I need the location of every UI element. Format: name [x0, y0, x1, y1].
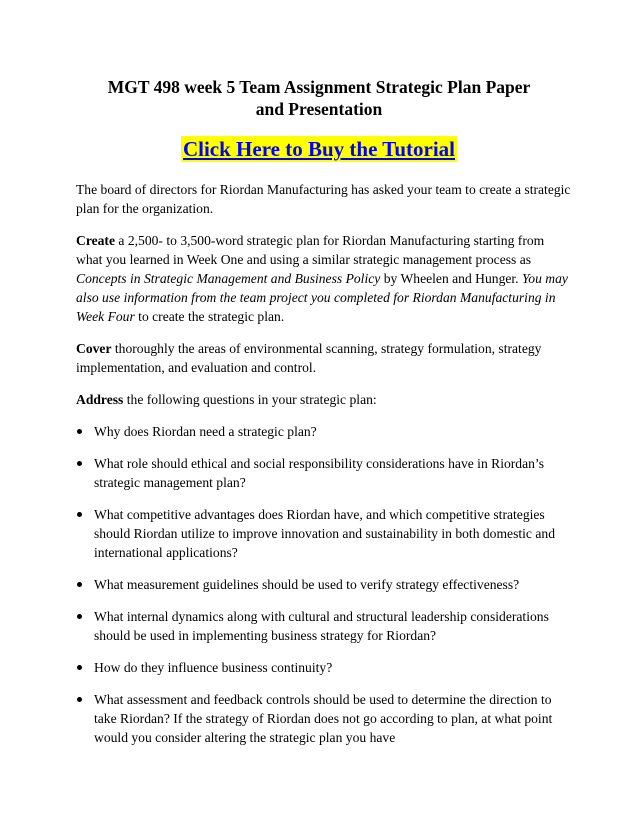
cover-text: thoroughly the areas of environmental scanning, strategy formulation, strategy implementation, and evaluation and control. — [76, 341, 542, 375]
cover-paragraph — [76, 339, 572, 377]
create-lead: Create — [76, 233, 115, 248]
address-paragraph — [76, 390, 572, 409]
list-item — [76, 607, 572, 645]
address-text: the following questions in your strategic plan: — [123, 392, 377, 407]
question-text: What competitive advantages does Riordan have, and which competitive strategies should Riordan utilize to improve innovation and sustainability in both domestic and international applications? — [94, 507, 555, 560]
create-paragraph — [76, 231, 572, 326]
document-title — [60, 76, 578, 120]
italic-note: You may also use information from the team project you completed for Riordan Manufacturing in Week Four — [76, 271, 568, 324]
bullet-icon — [77, 429, 82, 434]
title-line-1: MGT 498 week 5 Team Assignment Strategic Plan Paper — [107, 77, 531, 97]
document-body — [76, 180, 572, 760]
cta-container — [0, 136, 638, 162]
question-text: Why does Riordan need a strategic plan? — [94, 424, 317, 439]
question-text: What assessment and feedback controls should be used to determine the direction to take Riordan? If the strategy of Riordan does not go according to plan, at what point would you consider altering the strategic plan you have — [94, 692, 553, 745]
bullet-icon — [77, 614, 82, 619]
bullet-icon — [77, 512, 82, 517]
bullet-icon — [77, 697, 82, 702]
create-text-3: to create the strategic plan. — [134, 309, 285, 324]
question-text: What measurement guidelines should be used to verify strategy effectiveness? — [94, 577, 520, 592]
create-text-2: by Wheelen and Hunger. — [380, 271, 522, 286]
question-text: How do they influence business continuity? — [94, 660, 333, 675]
list-item — [76, 422, 572, 441]
question-text: What role should ethical and social responsibility considerations have in Riordan’s strategic management plan? — [94, 456, 545, 490]
questions-list — [76, 422, 572, 747]
bullet-icon — [77, 582, 82, 587]
book-title: Concepts in Strategic Management and Business Policy — [76, 271, 381, 286]
list-item — [76, 575, 572, 594]
list-item — [76, 454, 572, 492]
cover-lead: Cover — [76, 341, 112, 356]
intro-paragraph: The board of directors for Riordan Manufacturing has asked your team to create a strategic plan for the organization. — [76, 182, 571, 216]
list-item — [76, 505, 572, 562]
address-lead: Address — [76, 392, 124, 407]
buy-tutorial-link[interactable]: Click Here to Buy the Tutorial — [182, 137, 456, 161]
bullet-icon — [77, 461, 82, 466]
create-text-1: a 2,500- to 3,500-word strategic plan for Riordan Manufacturing starting from what you learned in Week One and using a similar strategic management process as — [76, 233, 545, 267]
bullet-icon — [77, 665, 82, 670]
question-text: What internal dynamics along with cultural and structural leadership considerations should be used in implementing business strategy for Riordan? — [94, 609, 549, 643]
title-line-2: and Presentation — [255, 99, 383, 119]
list-item — [76, 658, 572, 677]
list-item — [76, 690, 572, 747]
